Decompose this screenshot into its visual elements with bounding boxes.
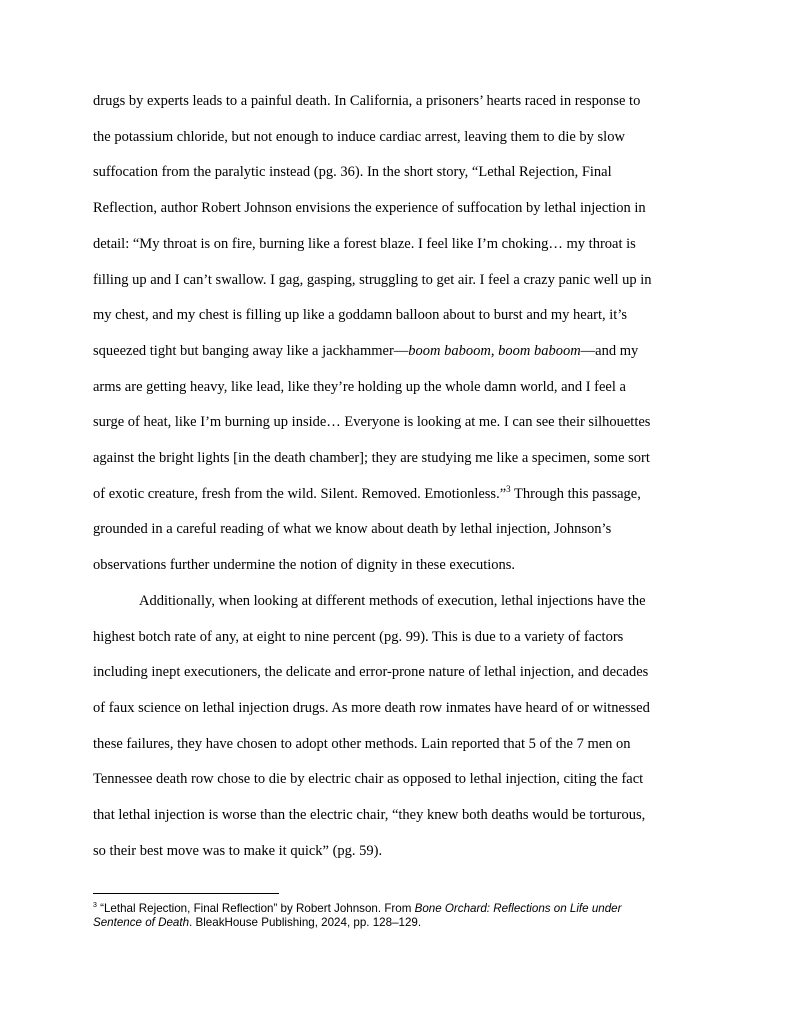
text-line: suffocation from the paralytic instead (pg. 36). In the short story, “Lethal Rejection, Final <box>93 164 612 181</box>
text-line: detail: “My throat is on fire, burning like a forest blaze. I feel like I’m choking… my throat is <box>93 235 636 252</box>
footnote-reference[interactable]: 3 <box>506 483 511 494</box>
footnote-line <box>93 916 713 930</box>
text-line: Tennessee death row chose to die by electric chair as opposed to lethal injection, citing the fact <box>93 771 644 788</box>
text-segment: squeezed tight but banging away like a jackhammer— <box>93 342 409 359</box>
footnote-book-title: Sentence of Death <box>93 916 190 930</box>
footnote-text: . BleakHouse Publishing, 2024, pp. 128–129. <box>189 916 422 930</box>
footnote-book-title: Bone Orchard: Reflections on Life under <box>414 902 622 915</box>
footnote-text: “Lethal Rejection, Final Reflection” by Robert Johnson. From <box>96 902 415 915</box>
text-line-with-footnote-ref <box>93 477 703 513</box>
italic-onomatopoeia: boom baboom, boom baboom <box>408 342 581 359</box>
paragraph-2 <box>93 584 703 870</box>
text-line: these failures, they have chosen to adopt other methods. Lain reported that 5 of the 7 men on <box>93 735 631 752</box>
text-line: grounded in a careful reading of what we know about death by lethal injection, Johnson’s <box>93 521 612 538</box>
text-line: including inept executioners, the delicate and error-prone nature of lethal injection, and decades <box>93 664 649 681</box>
text-line: Reflection, author Robert Johnson envisions the experience of suffocation by lethal injection in <box>93 200 646 217</box>
text-segment: of exotic creature, fresh from the wild. Silent. Removed. Emotionless.” <box>93 485 507 502</box>
text-line: my chest, and my chest is filling up like a goddamn balloon about to burst and my heart, it’s <box>93 307 627 324</box>
footnote-number: 3 <box>93 902 97 910</box>
text-line: filling up and I can’t swallow. I gag, gasping, struggling to get air. I feel a crazy panic well up in <box>93 271 652 288</box>
text-line: that lethal injection is worse than the electric chair, “they knew both deaths would be torturous, <box>93 807 646 824</box>
paragraph-1 <box>93 84 703 584</box>
text-line: highest botch rate of any, at eight to nine percent (pg. 99). This is due to a variety of factors <box>93 628 624 645</box>
text-segment: Through this passage, <box>510 485 641 502</box>
footnote-separator <box>93 893 279 894</box>
text-line-indented: Additionally, when looking at different methods of execution, lethal injections have the <box>139 592 646 609</box>
text-segment: —and my <box>580 342 639 359</box>
text-line: observations further undermine the notion of dignity in these executions. <box>93 557 516 574</box>
text-line: drugs by experts leads to a painful death. In California, a prisoners’ hearts raced in response to <box>93 93 641 109</box>
text-line-with-italic <box>93 334 703 370</box>
text-line: of faux science on lethal injection drugs. As more death row inmates have heard of or witnessed <box>93 699 650 716</box>
text-line: so their best move was to make it quick” (pg. 59). <box>93 842 383 859</box>
body-text <box>93 84 703 869</box>
text-line: against the bright lights [in the death chamber]; they are studying me like a specimen, some sort <box>93 450 650 467</box>
footnote <box>93 902 713 931</box>
text-line: the potassium chloride, but not enough to induce cardiac arrest, leaving them to die by slow <box>93 128 625 145</box>
text-line: surge of heat, like I’m burning up inside… Everyone is looking at me. I can see their silhouettes <box>93 414 651 431</box>
footnote-line <box>93 902 713 916</box>
text-line: arms are getting heavy, like lead, like they’re holding up the whole damn world, and I feel a <box>93 378 626 395</box>
